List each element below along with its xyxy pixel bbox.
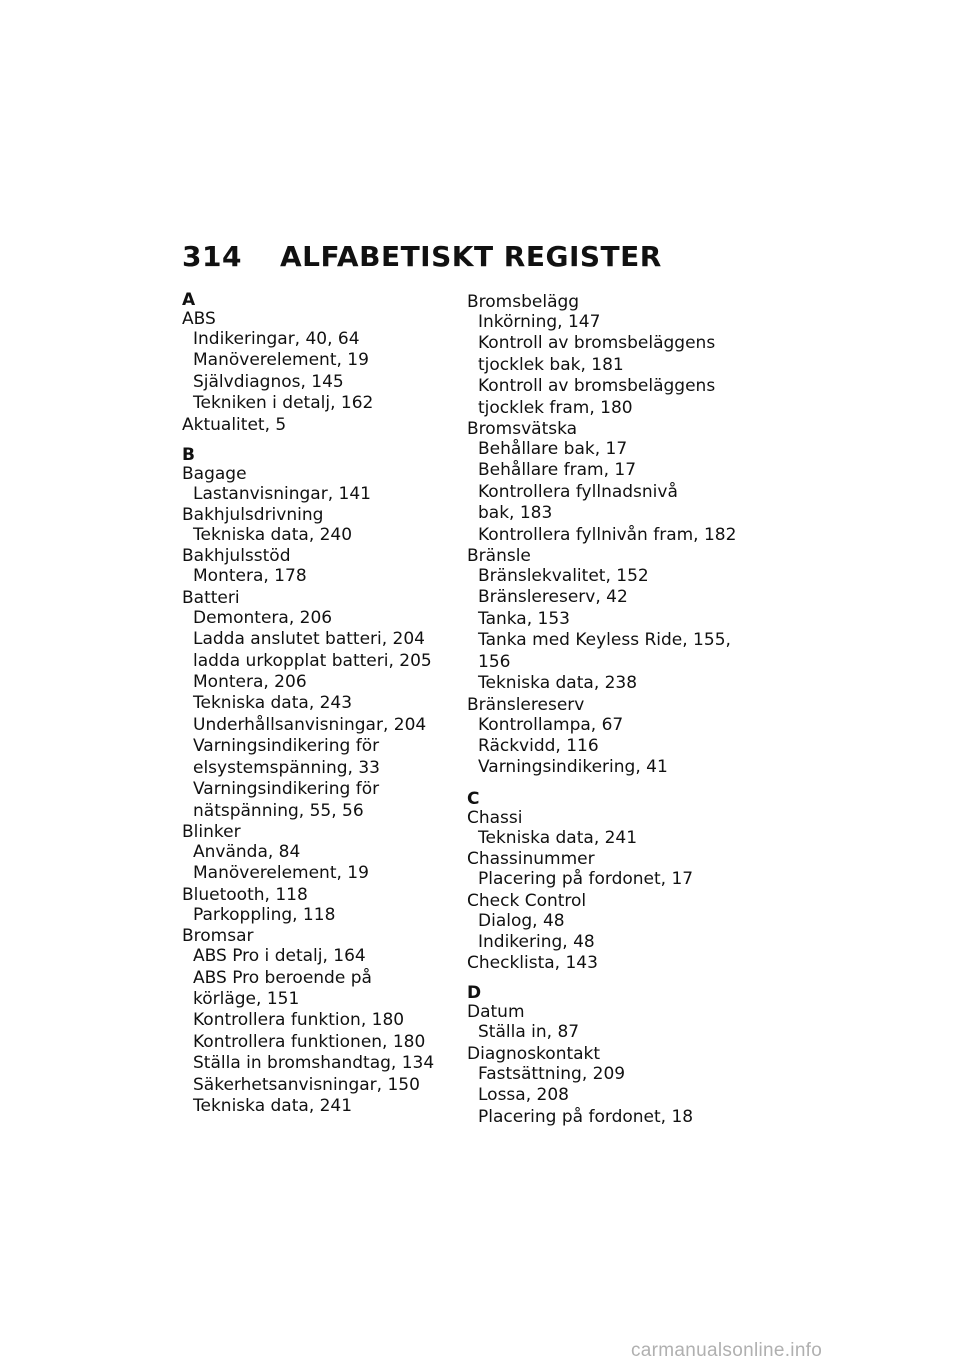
index-subentry: Kontrollera funktionen, 180	[193, 1031, 426, 1052]
index-subentry: 156	[478, 651, 511, 672]
index-subentry: Tanka, 153	[478, 608, 570, 629]
index-subentry: Montera, 178	[193, 566, 307, 587]
index-subentry: Bränslereserv, 42	[478, 587, 628, 608]
index-entry: Bakhjulsstöd	[182, 546, 291, 567]
page-title: ALFABETISKT REGISTER	[280, 240, 662, 273]
index-subentry: Tekniska data, 238	[478, 673, 638, 694]
index-subentry: tjocklek fram, 180	[478, 397, 633, 418]
page-header	[182, 240, 662, 273]
index-subentry: Placering på fordonet, 18	[478, 1106, 694, 1127]
index-subentry: Varningsindikering för	[193, 779, 380, 800]
index-column-right	[467, 292, 749, 1128]
index-entry: Bagage	[182, 463, 247, 484]
index-letter: B	[182, 444, 195, 465]
index-subentry: Säkerhetsanvisningar, 150	[193, 1074, 420, 1095]
index-entry: Chassi	[467, 807, 523, 828]
index-entry: Blinker	[182, 821, 241, 842]
index-subentry: Manöverelement, 19	[193, 350, 369, 371]
index-subentry: Underhållsanvisningar, 204	[193, 714, 427, 735]
index-subentry: Tanka med Keyless Ride, 155,	[478, 630, 731, 651]
index-entry: Bromsvätska	[467, 419, 578, 440]
page-number: 314	[182, 240, 242, 273]
index-subentry: Inkörning, 147	[478, 312, 601, 332]
index-subentry: Manöverelement, 19	[193, 863, 369, 884]
index-subentry: Kontroll av bromsbeläggens	[478, 333, 716, 354]
index-subentry: tjocklek bak, 181	[478, 354, 624, 375]
index-entry: Aktualitet, 5	[182, 414, 287, 435]
index-subentry: Tekniska data, 241	[193, 1095, 353, 1116]
index-subentry: Kontroll av bromsbeläggens	[478, 376, 716, 397]
index-subentry: körläge, 151	[193, 988, 300, 1009]
index-subentry: Kontrollampa, 67	[478, 714, 624, 735]
index-subentry: Kontrollera fyllnivån fram, 182	[478, 524, 737, 545]
index-subentry: Tekniska data, 241	[478, 827, 638, 848]
index-subentry: ABS Pro i detalj, 164	[193, 946, 366, 967]
index-subentry: Behållare bak, 17	[478, 439, 628, 460]
index-subentry: Ställa in, 87	[478, 1022, 580, 1043]
index-subentry: Montera, 206	[193, 672, 307, 693]
index-subentry: Bränslekvalitet, 152	[478, 566, 649, 587]
index-subentry: Ladda anslutet batteri, 204	[193, 629, 425, 650]
index-subentry: Ställa in bromshandtag, 134	[193, 1053, 435, 1074]
watermark[interactable]: carmanualsonline.info	[631, 1340, 823, 1361]
index-subentry: Indikeringar, 40, 64	[193, 329, 360, 349]
index-subentry: Tekniska data, 240	[193, 525, 353, 546]
index-entry: Bluetooth, 118	[182, 884, 308, 905]
index-subentry: ABS Pro beroende på	[193, 967, 372, 988]
index-entry: Checklista, 143	[467, 953, 598, 974]
index-entry: Check Control	[467, 890, 587, 911]
index-entry: ABS	[182, 309, 216, 329]
index-entry: Bromsbelägg	[467, 292, 580, 312]
index-subentry: nätspänning, 55, 56	[193, 800, 364, 821]
index-subentry: Varningsindikering för	[193, 736, 380, 757]
index-column-left	[182, 292, 464, 1117]
index-letter: C	[467, 788, 480, 809]
index-subentry: Behållare fram, 17	[478, 460, 637, 481]
index-entry: Bakhjulsdrivning	[182, 505, 324, 526]
index-subentry: Tekniken i detalj, 162	[193, 393, 374, 414]
index-subentry: Lossa, 208	[478, 1085, 569, 1106]
index-subentry: Räckvidd, 116	[478, 735, 599, 756]
index-subentry: elsystemspänning, 33	[193, 757, 380, 778]
index-entry: Datum	[467, 1002, 525, 1023]
index-entry: Bromsar	[182, 926, 254, 947]
index-entry: Batteri	[182, 587, 240, 608]
index-entry: Bränslereserv	[467, 694, 585, 715]
index-letter: A	[182, 290, 196, 310]
index-subentry: Varningsindikering, 41	[478, 757, 668, 778]
index-subentry: Kontrollera fyllnadsnivå	[478, 481, 678, 502]
index-entry: Diagnoskontakt	[467, 1043, 601, 1064]
index-subentry: Placering på fordonet, 17	[478, 869, 694, 890]
index-subentry: ladda urkopplat batteri, 205	[193, 650, 432, 671]
index-entry: Chassinummer	[467, 849, 595, 870]
index-subentry: Självdiagnos, 145	[193, 371, 344, 392]
index-subentry: Fastsättning, 209	[478, 1063, 626, 1084]
index-subentry: Tekniska data, 243	[193, 693, 353, 714]
index-subentry: Dialog, 48	[478, 910, 565, 931]
index-subentry: Kontrollera funktion, 180	[193, 1010, 405, 1031]
index-subentry: bak, 183	[478, 503, 553, 524]
index-subentry: Demontera, 206	[193, 607, 333, 628]
index-subentry: Parkoppling, 118	[193, 904, 336, 925]
index-subentry: Lastanvisningar, 141	[193, 483, 371, 504]
index-subentry: Indikering, 48	[478, 931, 595, 952]
index-letter: D	[467, 983, 482, 1004]
index-entry: Bränsle	[467, 546, 531, 567]
index-subentry: Använda, 84	[193, 841, 301, 862]
